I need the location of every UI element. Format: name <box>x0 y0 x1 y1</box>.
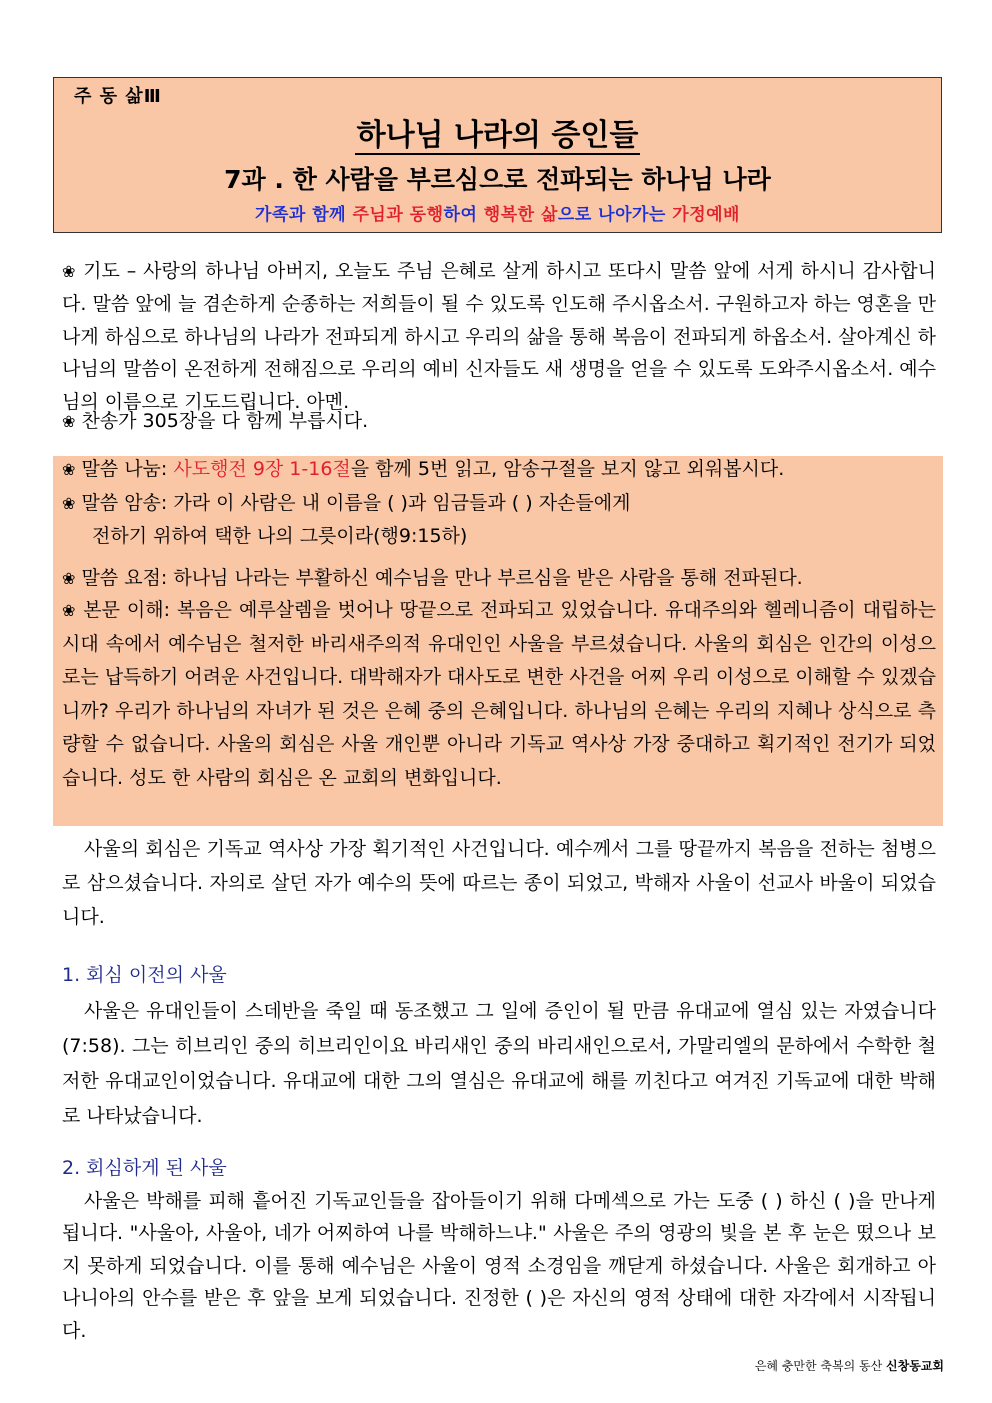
word-share-label: 말씀 나눔: <box>81 458 174 480</box>
intro-paragraph: 사울의 회심은 기독교 역사상 가장 획기적인 사건입니다. 예수께서 그를 땅끝까지 복음을 전하는 첨병으로 삼으셨습니다. 자의로 살던 자가 예수의 뜻에 따르는 종이 되었고, 박해자 사울이 선교사 바울이 되었습니다. <box>62 838 936 928</box>
prayer-paragraph <box>62 255 936 418</box>
footer-text: 은혜 충만한 축복의 동산 <box>754 1359 887 1373</box>
hymn-line <box>62 405 936 438</box>
motto <box>54 200 941 225</box>
prayer-text: 기도 – 사랑의 하나님 아버지, 오늘도 주님 은혜로 살게 하시고 또다시 말씀 앞에 서게 하시니 감사합니다. 말씀 앞에 늘 겸손하게 순종하는 저희들이 될 수 있도록 인도해 주시옵소서. 구원하고자 하는 영혼을 만나게 하심으로 하나님의 나라가 전파되게 하시고 우리의 삶을 통해 복음이 전파되게 하옵소서. 살아계신 하나님의 말씀이 온전하게 전해짐으로 우리의 예비 신자들도 새 생명을 얻을 수 있도록 도와주시옵소서. 예수님의 이름으로 기도드립니다. 아멘. <box>62 260 937 413</box>
word-share-line <box>62 453 936 486</box>
hymn-text: 찬송가 305장을 다 함께 부릅시다. <box>81 410 369 432</box>
flower-bullet-icon: ❀ <box>62 569 76 588</box>
flower-bullet-icon: ❀ <box>62 412 76 431</box>
lesson-title: 7과 . 한 사람을 부르심으로 전파되는 하나님 나라 <box>224 165 771 194</box>
series-label: 주 동 삶Ⅲ <box>74 86 162 107</box>
summary-text: 말씀 요점: 하나님 나라는 부활하신 예수님을 만나 부르심을 받은 사람을 통해 전파된다. <box>81 567 803 589</box>
section-2-heading: 2. 회심하게 된 사울 <box>62 1157 227 1179</box>
flower-bullet-icon: ❀ <box>62 262 77 281</box>
flower-bullet-icon: ❀ <box>62 460 76 479</box>
page-title-text: 하나님 나라의 증인들 <box>356 118 639 153</box>
church-name: 신창동교회 <box>886 1359 944 1373</box>
header-box <box>53 77 942 233</box>
section-1-body: 사울은 유대인들이 스데반을 죽일 때 동조했고 그 일에 증인이 될 만큼 유대교에 열심 있는 자였습니다(7:58). 그는 히브리인 중의 히브리인이요 바리새인 중의 바리새인으로서, 가말리엘의 문하에서 수학한 철저한 유대교인이었습니다. 유대교에 대한 그의 열심은 유대교에 해를 끼친다고 여겨진 기독교에 대한 박해로 나타났습니다. <box>62 1000 936 1127</box>
understanding-text: 본문 이해: 복음은 예루살렘을 벗어나 땅끝으로 전파되고 있었습니다. 유대주의와 헬레니즘이 대립하는 시대 속에서 예수님은 철저한 바리새주의적 유대인인 사울을 부르셨습니다. 사울의 회심은 인간의 이성으로는 납득하기 어려운 사건입니다. 대박해자가 대사도로 변한 사건을 어찌 우리 이성으로 이해할 수 있겠습니까? 우리가 하나님의 자녀가 된 것은 은혜 중의 은혜입니다. 하나님의 은혜는 우리의 지혜나 상식으로 측량할 수 없습니다. 사울의 회심은 사울 개인뿐 아니라 기독교 역사상 가장 중대하고 획기적인 전기가 되었습니다. 성도 한 사람의 회심은 온 교회의 변화입니다. <box>62 599 936 789</box>
memorize-text-1: 말씀 암송: 가라 이 사람은 내 이름을 ( )과 임금들과 ( ) 자손들에게 <box>81 492 631 514</box>
understanding-paragraph <box>62 594 936 796</box>
flower-bullet-icon: ❀ <box>62 494 76 513</box>
motto-part: 가정예배 <box>672 205 740 225</box>
section-2-body: 사울은 박해를 피해 흩어진 기독교인들을 잡아들이기 위해 다메섹으로 가는 도중 ( ) 하신 ( )을 만나게 됩니다. "사울아, 사울아, 네가 어찌하여 나를 박해하느냐." 사울은 주의 영광의 빛을 본 후 눈은 떴으나 보지 못하게 되었습니다. 이를 통해 예수님은 사울이 영적 소경임을 깨닫게 하셨습니다. 사울은 회개하고 아나니아의 안수를 받은 후 앞을 보게 되었습니다. 진정한 ( )은 자신의 영적 상태에 대한 자각에서 시작됩니다. <box>62 1190 936 1342</box>
motto-part: 행복한 삶 <box>483 205 558 225</box>
scripture-reference: 사도행전 9장 1-16절 <box>173 458 351 480</box>
motto-part: 가족과 함께 <box>255 205 353 225</box>
page-title <box>54 110 941 154</box>
motto-part: 주님과 동행 <box>352 205 444 225</box>
word-share-rest: 을 함께 5번 읽고, 암송구절을 보지 않고 외워봅시다. <box>350 458 785 480</box>
section-1-heading: 1. 회심 이전의 사울 <box>62 964 227 986</box>
motto-part: 으로 나아가는 <box>557 205 673 225</box>
flower-bullet-icon: ❀ <box>62 601 77 620</box>
memorize-line-1 <box>62 487 936 520</box>
motto-part: 하여 <box>443 205 484 225</box>
footer <box>755 1357 944 1374</box>
memorize-line-2: 전하기 위하여 택한 나의 그릇이라(행9:15하) <box>92 525 468 547</box>
summary-line <box>62 562 936 595</box>
